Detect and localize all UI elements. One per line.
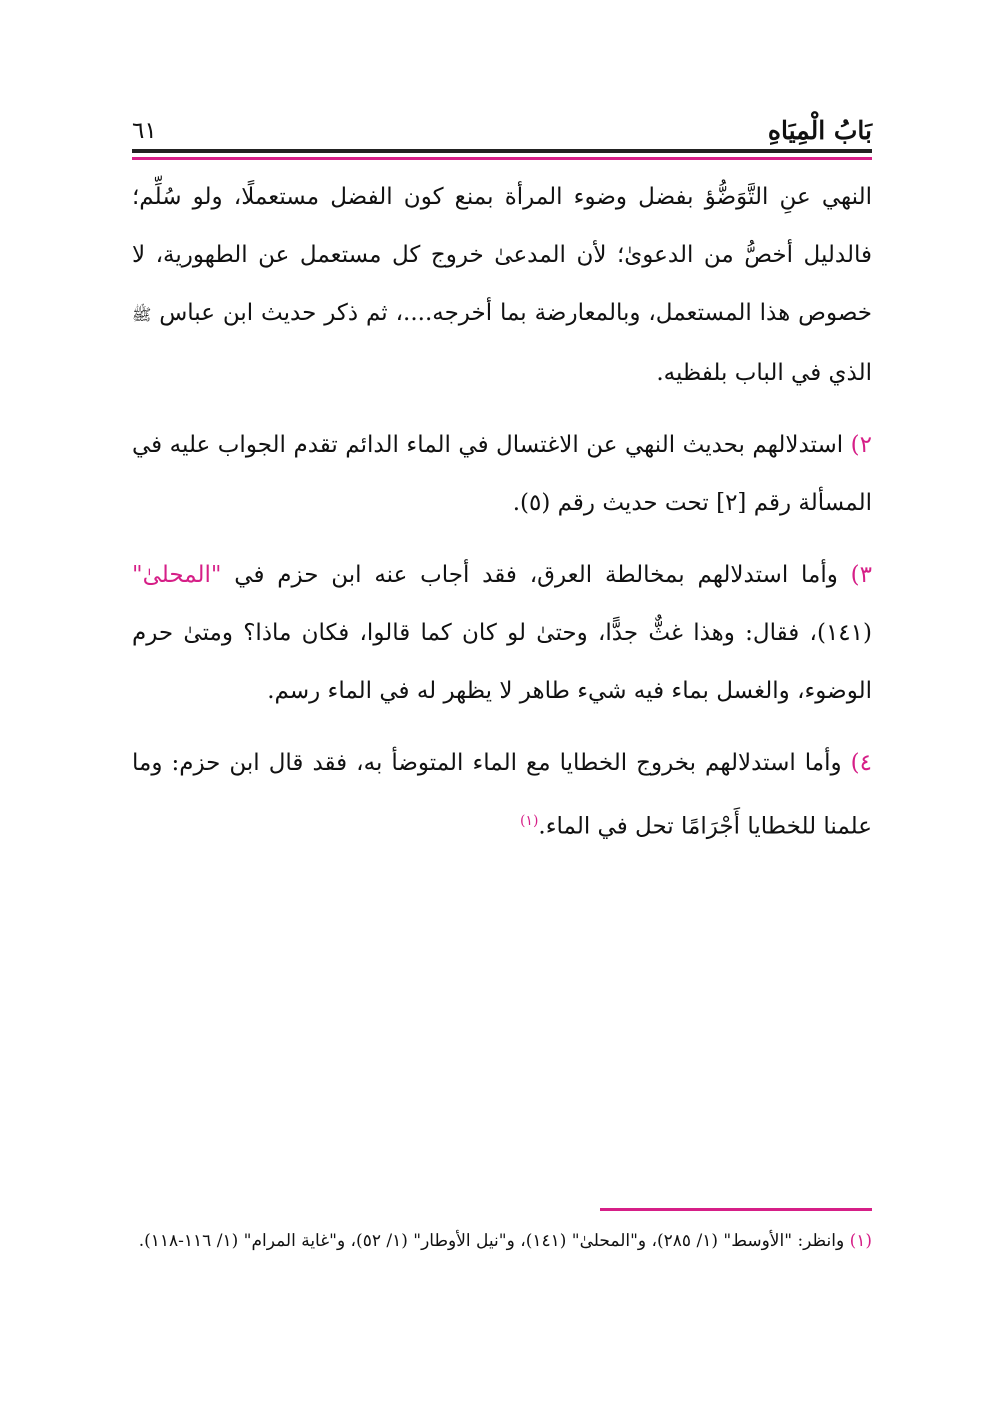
footnote-text: وانظر: "الأوسط" (١/ ٢٨٥)، و"المحلىٰ" (١٤١)، و"نيل الأوطار" (١/ ٥٢)، و"غاية المرام" (١/ ١١٦-١١٨). [138,1231,850,1251]
footnote [132,1226,872,1256]
intro-paragraph: النهي عنِ التَّوَضُّؤ بفضل وضوء المرأة بمنع كون الفضل مستعملًا، ولو سُلِّم؛ فالدليل أخصُّ من الدعوىٰ؛ لأن المدعىٰ خروج كل مستعمل عن الطهورية، لا خصوص هذا المستعمل، وبالمعارضة بما أخرجه....، ثم ذكر حديث ابن عباس ﷺ الذي في الباب بلفظيه. [132,184,872,386]
header-rule-thin [132,157,872,160]
footnote-separator [600,1208,872,1211]
header-rule-thick [132,149,872,153]
page-header [132,108,872,154]
honorific-glyph: ﷺ [132,305,152,324]
body-text [132,168,872,856]
item-number: ٢) [850,432,873,458]
item-number: ٣) [850,562,873,588]
footnote-number: (١) [849,1231,872,1251]
page-number: ٦١ [132,118,157,144]
book-title-quote: "المحلىٰ" [132,562,222,588]
list-item-3: ٣) وأما استدلالهم بمخالطة العرق، فقد أجاب عنه ابن حزم في "المحلىٰ" (١٤١)، فقال: وهذا غثٌّ جدًّا، وحتىٰ لو كان كما قالوا، فكان ماذا؟ ومتىٰ حرم الوضوء، والغسل بماء فيه شيء طاهر لا يظهر له في الماء رسم. [132,562,873,704]
item-number: ٤) [850,750,872,776]
list-item-4: ٤) وأما استدلالهم بخروج الخطايا مع الماء المتوضأ به، فقد قال ابن حزم: وما علمنا للخطايا أَجْرَامًا تحل في الماء.$^{(١)}$ [132,750,872,840]
list-item-2: ٢) استدلالهم بحديث النهي عن الاغتسال في الماء الدائم تقدم الجواب عليه في المسألة رقم [٢] تحت حديث رقم (٥). [132,432,873,516]
running-title: بَابُ الْمِيَاهِ [767,116,872,145]
footnote-reference[interactable]: (١) [519,813,539,829]
